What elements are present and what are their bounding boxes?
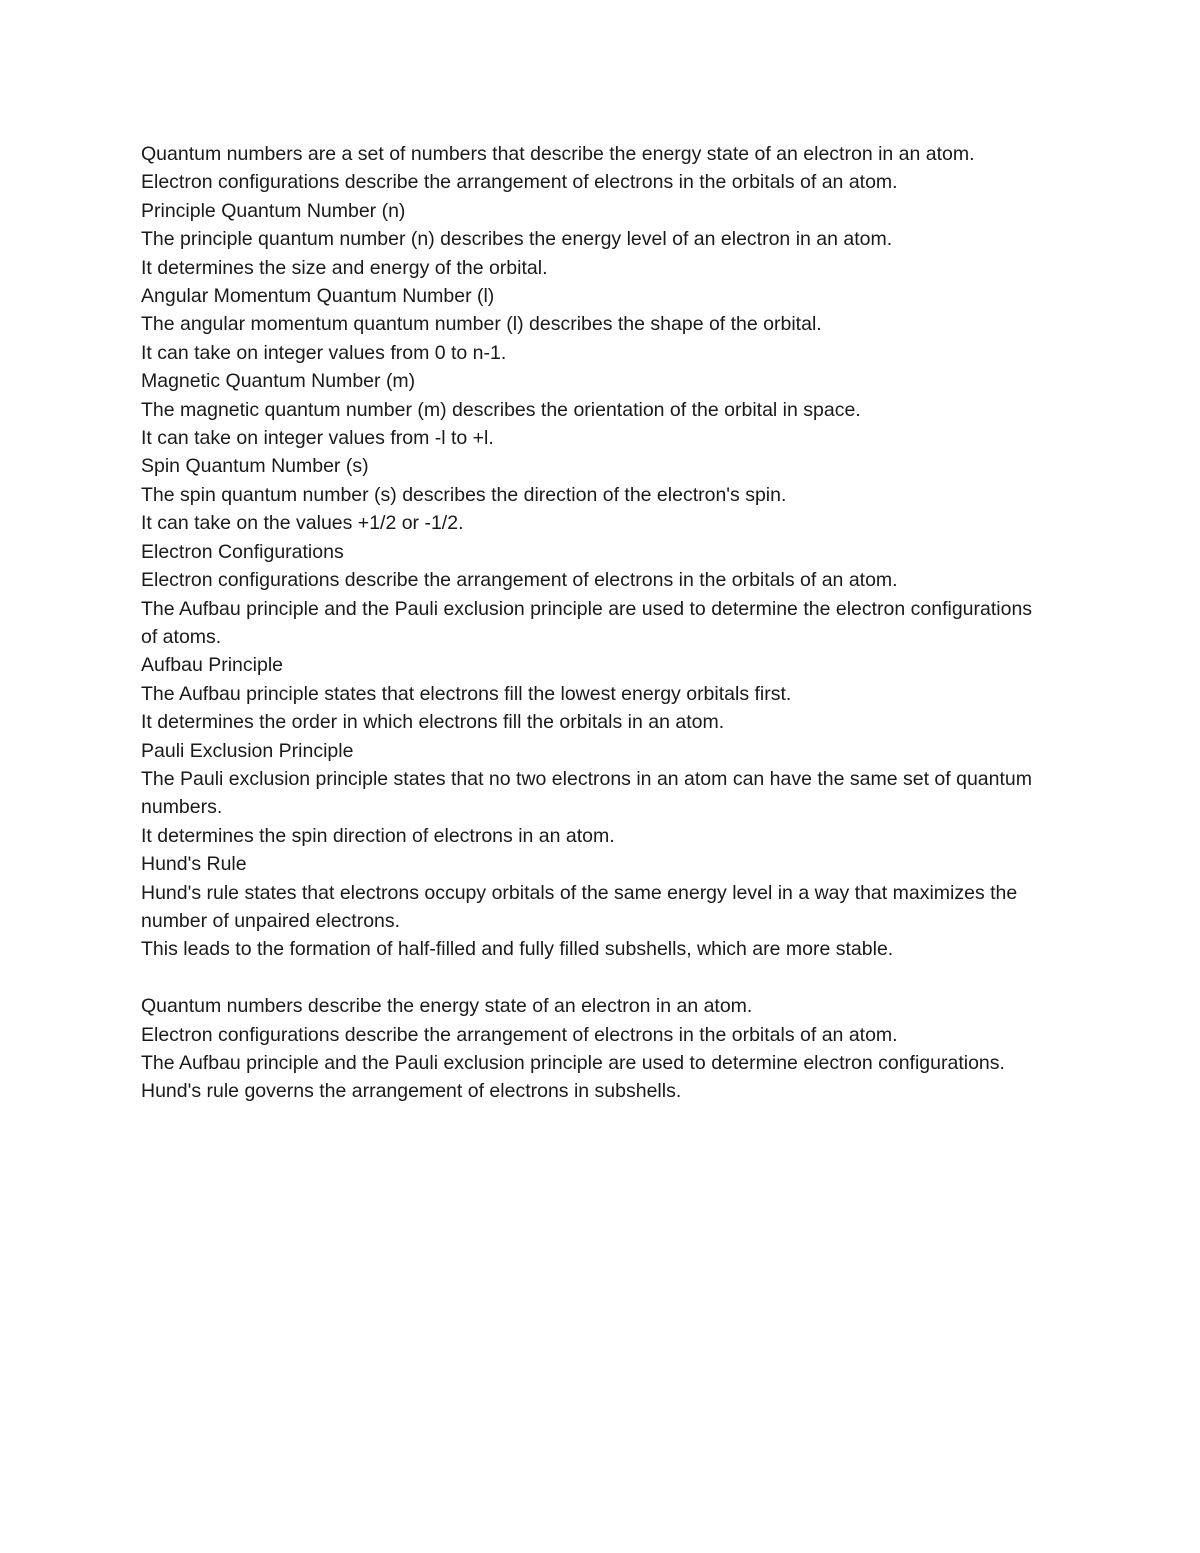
paragraph-line: The Pauli exclusion principle states that no two electrons in an atom can have the same set of quantum numbers. — [141, 767, 1033, 819]
paragraph-line: It determines the spin direction of electrons in an atom. — [141, 824, 615, 847]
section-heading: Principle Quantum Number (n) — [141, 199, 406, 222]
paragraph-line: The angular momentum quantum number (l) describes the shape of the orbital. — [141, 313, 822, 336]
paragraph-line: It can take on integer values from -l to +l. — [141, 427, 494, 450]
paragraph-line: Hund's rule states that electrons occupy orbitals of the same energy level in a way that maximizes the number of unpaired electrons. — [141, 881, 1018, 932]
paragraph-line: The Aufbau principle states that electrons fill the lowest energy orbitals first. — [141, 682, 792, 705]
section-heading: Spin Quantum Number (s) — [141, 455, 369, 478]
summary-line: The Aufbau principle and the Pauli exclusion principle are used to determine electron configurations. — [141, 1051, 1005, 1074]
blank-line — [141, 964, 1051, 992]
paragraph-line: It determines the size and energy of the orbital. — [141, 256, 548, 279]
paragraph-line: It can take on integer values from 0 to n-1. — [141, 341, 507, 364]
section-heading: Hund's Rule — [141, 853, 247, 876]
summary-line: Quantum numbers describe the energy state of an electron in an atom. — [141, 995, 753, 1018]
section-heading: Electron Configurations — [141, 540, 344, 563]
paragraph-line: The magnetic quantum number (m) describes the orientation of the orbital in space. — [141, 398, 861, 421]
paragraph-line: Electron configurations describe the arrangement of electrons in the orbitals of an atom. — [141, 171, 898, 194]
paragraph-line: Electron configurations describe the arrangement of electrons in the orbitals of an atom. — [141, 569, 898, 592]
section-heading: Angular Momentum Quantum Number (l) — [141, 285, 495, 308]
paragraph-line: The Aufbau principle and the Pauli exclusion principle are used to determine the electron configurations of atoms. — [141, 597, 1033, 648]
paragraph-line: It determines the order in which electrons fill the orbitals in an atom. — [141, 711, 725, 734]
paragraph-line: It can take on the values +1/2 or -1/2. — [141, 512, 464, 535]
summary-line: Hund's rule governs the arrangement of electrons in subshells. — [141, 1080, 682, 1103]
section-heading: Pauli Exclusion Principle — [141, 739, 354, 762]
section-heading: Magnetic Quantum Number (m) — [141, 370, 416, 393]
document-body — [141, 140, 1051, 1106]
paragraph-line: The principle quantum number (n) describes the energy level of an electron in an atom. — [141, 228, 893, 251]
summary-line: Electron configurations describe the arrangement of electrons in the orbitals of an atom. — [141, 1023, 898, 1046]
paragraph-line: Quantum numbers are a set of numbers that describe the energy state of an electron in an atom. — [141, 143, 975, 165]
section-heading: Aufbau Principle — [141, 654, 284, 677]
paragraph-line: This leads to the formation of half-filled and fully filled subshells, which are more stable. — [141, 938, 894, 961]
paragraph-line: The spin quantum number (s) describes the direction of the electron's spin. — [141, 483, 787, 506]
